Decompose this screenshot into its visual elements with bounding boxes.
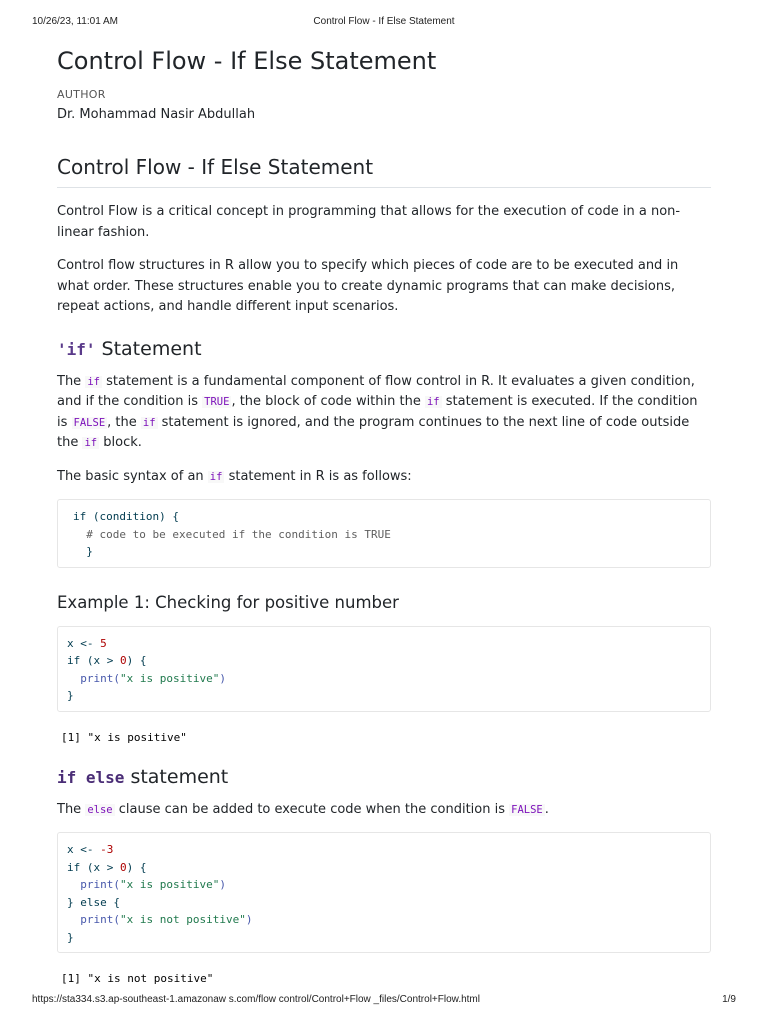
if-else-output: [1] "x is not positive"	[61, 972, 214, 985]
inline-code: FALSE	[73, 416, 106, 429]
if-heading-code: 'if'	[57, 339, 96, 359]
if-else-heading	[57, 764, 711, 791]
print-url: https://sta334.s3.ap-southeast-1.amazonaw s.com/flow control/Control+Flow _files/Control+Flow.html	[32, 994, 480, 1005]
code-line: if (condition) {	[73, 510, 179, 523]
intro-paragraph-2: Control flow structures in R allow you to specify which pieces of code are to be executed and in what order. These structures enable you to create dynamic programs that can make decisions, repeat actions, and handle different input scenarios.	[57, 258, 679, 314]
if-heading-text: Statement	[101, 337, 202, 360]
syntax-intro-paragraph: The basic syntax of an if statement in R is as follows:	[57, 468, 412, 484]
code-line: }	[73, 545, 93, 558]
print-page-title: Control Flow - If Else Statement	[313, 16, 455, 27]
print-page-number: 1/9	[722, 994, 736, 1005]
syntax-code-block	[57, 499, 711, 568]
document-title: Control Flow - If Else Statement	[57, 47, 437, 75]
if-description-paragraph: The if statement is a fundamental component of flow control in R. It evaluates a given condition, and if the condition is TRUE , the block of code within the if statement is executed. If the condition is FALSE , the if statement is ignored, and the program continues to the next line of code outside the if block.	[57, 373, 698, 450]
example-1-heading: Example 1: Checking for positive number	[57, 592, 399, 612]
if-statement-heading	[57, 336, 711, 363]
inline-code: if	[426, 396, 440, 408]
inline-code: if	[84, 437, 98, 449]
else-intro-paragraph: The else clause can be added to execute code when the condition is FALSE .	[57, 801, 549, 817]
if-else-code-block: x <- -3 if (x > 0) { print("x is positive") } else { print("x is not positive") }	[57, 832, 711, 953]
if-else-heading-code: if else	[57, 767, 125, 787]
code-comment-line: # code to be executed if the condition is TRUE	[73, 527, 391, 541]
inline-code: TRUE	[204, 396, 230, 408]
author-name: Dr. Mohammad Nasir Abdullah	[57, 107, 256, 122]
author-label: AUTHOR	[57, 88, 106, 101]
inline-code: if	[87, 375, 100, 388]
example-1-output: [1] "x is positive"	[61, 730, 187, 744]
document-content	[57, 44, 711, 987]
print-datetime: 10/26/23, 11:01 AM	[32, 16, 118, 27]
section-heading: Control Flow - If Else Statement	[57, 153, 711, 188]
if-else-heading-text: statement	[130, 765, 229, 788]
inline-code: if	[209, 470, 223, 483]
inline-code: FALSE	[511, 803, 543, 816]
example-1-code-block: x <- 5 if (x > 0) { print("x is positive") }	[57, 626, 711, 712]
print-footer	[32, 994, 736, 1008]
intro-paragraph-1: Control Flow is a critical concept in programming that allows for the execution of code in a non-linear fashion.	[57, 204, 681, 240]
print-header	[32, 16, 736, 30]
inline-code: else	[87, 803, 113, 816]
inline-code: if	[142, 416, 156, 429]
